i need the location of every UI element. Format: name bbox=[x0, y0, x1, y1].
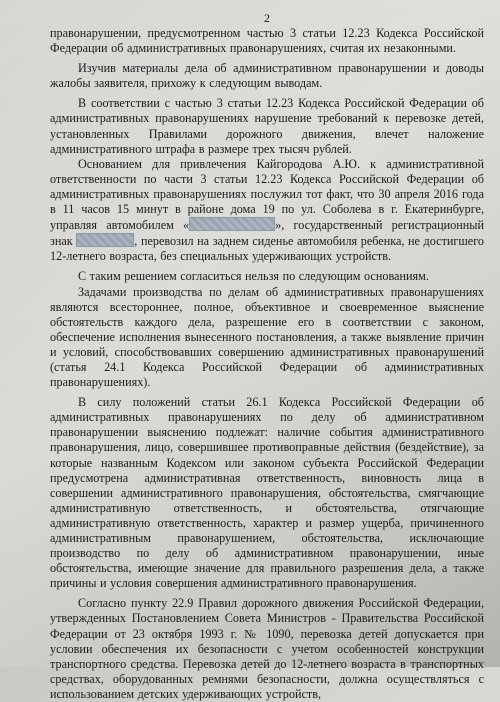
paragraph-3: В соответствии с частью 3 статьи 12.23 Кодекса Российской Федерации об административных правонарушениях нарушение требований к перевозке детей, установленных Правилами дорожного движения, влечет наложение административного штрафа в размере трех тысяч рублей. bbox=[50, 96, 484, 156]
paragraph-4 bbox=[50, 157, 484, 265]
paragraph-7: В силу положений статьи 26.1 Кодекса Российской Федерации об административных правонарушениях по делу об административном правонарушении выяснению подлежат: наличие события административного правонарушения, лицо, совершившее противоправные действия (бездействие), за которые названным Кодексом или законом субъекта Российской Федерации предусмотрена административная ответственность, виновность лица в совершении административного правонарушения, обстоятельства, смягчающие административную ответственность, и обстоятельства, отягчающие административную ответственность, характер и размер ущерба, причиненного административным правонарушением, обстоятельства, исключающие производство по делу об административном правонарушении, иные обстоятельства, имеющие значение для правильного разрешения дела, а также причины и условия совершения административного правонарушения. bbox=[50, 395, 484, 591]
paragraph-4-text-b: », государственный регистрационный знак bbox=[50, 218, 484, 249]
paragraph-2: Изучив материалы дела об административном правонарушении и доводы жалобы заявителя, прихожу к следующим выводам. bbox=[50, 61, 484, 91]
paragraph-6: Задачами производства по делам об административных правонарушениях являются всестороннее, полное, объективное и своевременное выяснение обстоятельств каждого дела, разрешение его в соответствии с законом, обеспечение исполнения вынесенного постановления, а также выявление причин и условий, способствовавших совершению административных правонарушений (статья 24.1 Кодекса Российской Федерации об административных правонарушениях). bbox=[50, 284, 484, 390]
paragraph-4-text-a: Основанием для привлечения Кайгородова А.Ю. к административной ответственности по части 3 статьи 12.23 Кодекса Российской Федерации об административных правонарушениях послужил тот факт, что 30 апреля 2016 года в 11 часов 15 минут в районе дома 19 по ул. Соболева в г. Екатеринбурге, управляя автомобилем « bbox=[50, 156, 484, 233]
paragraph-1: правонарушении, предусмотренном частью 3 статьи 12.23 Кодекса Российской Федерации об административных правонарушениях, считая их незаконными. bbox=[50, 26, 484, 56]
paragraph-5: С таким решением согласиться нельзя по следующим основаниям. bbox=[78, 269, 429, 284]
paragraph-4-text-c: , перевозил на заднем сиденье автомобиля ребенка, не достигшего 12-летнего возраста, без специальных удерживающих устройств. bbox=[50, 234, 484, 264]
redacted-plate-number bbox=[76, 233, 134, 247]
paragraph-8: Согласно пункту 22.9 Правил дорожного движения Российской Федерации, утвержденных Постановлением Совета Министров - Правительства Российской Федерации от 23 октября 1993 г. № 1090, перевозка детей допускается при условии обеспечения их безопасности с учетом особенностей конструкции транспортного средства. Перевозка детей до 12-летнего возраста в транспортных средствах, оборудованных ремнями безопасности, должна осуществляться с использованием детских удерживающих устройств, bbox=[50, 596, 484, 701]
page-number: 2 bbox=[264, 11, 270, 25]
redacted-car-model bbox=[189, 217, 275, 231]
